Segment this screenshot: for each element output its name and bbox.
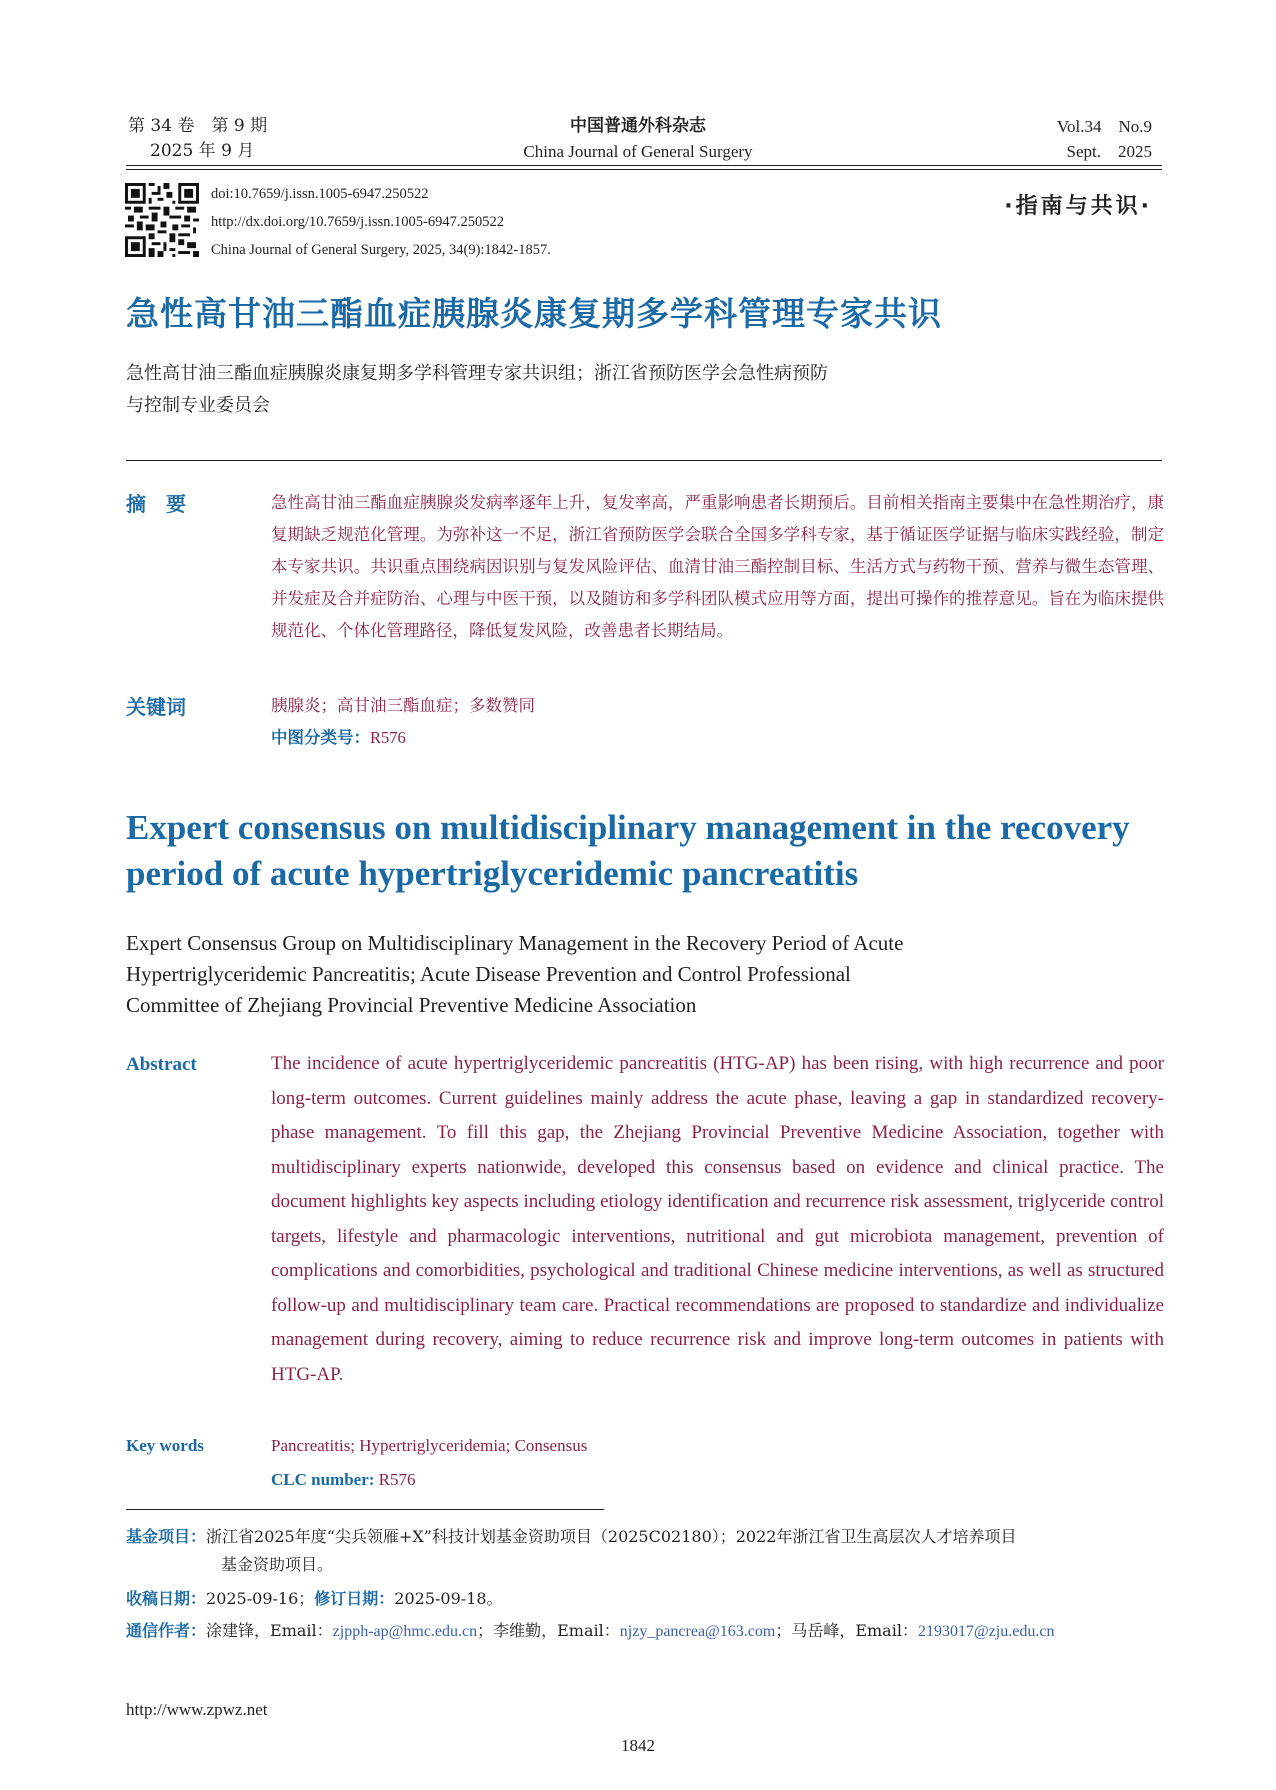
- abstract-cn-label: 摘 要: [126, 492, 186, 516]
- authors-en: [126, 928, 1166, 1021]
- fund-line1: 浙江省2025年度“尖兵领雁+X”科技计划基金资助项目（2025C02180）；2022年浙江省卫生高层次人才培养项目: [206, 1527, 1017, 1546]
- corr-label: 通信作者：: [126, 1621, 207, 1640]
- authors-en-line1: Expert Consensus Group on Multidisciplinary Management in the Recovery Period of Acute: [126, 931, 904, 955]
- date-cn: 2025 年 9 月: [150, 141, 255, 161]
- doi: doi:10.7659/j.issn.1005-6947.250522: [211, 186, 429, 202]
- corr-name3: ；马岳峰，Email：: [775, 1621, 918, 1640]
- keywords-en-label: Key words: [126, 1436, 204, 1455]
- date-en: Sept. 2025: [1066, 142, 1152, 161]
- fund-label: 基金项目：: [126, 1527, 207, 1546]
- section-rule: [126, 460, 1162, 461]
- qr-code-icon: [125, 183, 199, 257]
- header-rule-bottom: [126, 169, 1162, 170]
- keywords-cn: 胰腺炎；高甘油三酯血症；多数赞同: [271, 696, 535, 715]
- header-journal: [438, 114, 838, 164]
- revised-label: 修订日期：: [314, 1589, 395, 1608]
- citation-block: [211, 180, 551, 264]
- received-label: 收稿日期：: [126, 1589, 207, 1608]
- dates-note: [126, 1585, 503, 1613]
- vol-issue-cn: 第 34 卷 第 9 期: [128, 116, 268, 136]
- clc-en: [271, 1470, 416, 1490]
- abstract-cn-text: 急性高甘油三酯血症胰腺炎发病率逐年上升，复发率高，严重影响患者长期预后。目前相关指南主要集中在急性期治疗，康复期缺乏规范化管理。为弥补这一不足，浙江省预防医学会联合全国多学科专家，基于循证医学证据与临床实践经验，制定本专家共识。共识重点围绕病因识别与复发风险评估、血清甘油三酯控制目标、生活方式与药物干预、营养与微生态管理、并发症及合并症防治、心理与中医干预，以及随访和多学科团队模式应用等方面，提出可操作的推荐意见。旨在为临床提供规范化、个体化管理路径，降低复发风险，改善患者长期结局。: [271, 493, 1164, 640]
- corr-name2: ；李维勤，Email：: [477, 1621, 620, 1640]
- header-volume-en: [1057, 114, 1152, 164]
- abstract-en-text: The incidence of acute hypertriglyceridemic pancreatitis (HTG-AP) has been rising, with high recurrence and poor long-term outcomes. Current guidelines mainly address the acute phase, leaving a gap in standardized recovery-phase management. To fill this gap, the Zhejiang Provincial Preventive Medicine Association, together with multidisciplinary experts nationwide, developed this consensus based on evidence and clinical practice. The document highlights key aspects including etiology identification and recurrence risk assessment, triglyceride control targets, lifestyle and pharmacologic interventions, nutritional and gut microbiota management, prevention of complications and comorbidities, psychological and traditional Chinese medicine interventions, as well as structured follow-up and multidisciplinary team care. Practical recommendations are proposed to standardize and individualize management during recovery, aiming to reduce recurrence risk and improve long-term outcomes in patients with HTG-AP.: [271, 1053, 1164, 1385]
- fund-line2: 基金资助项目。: [221, 1555, 334, 1574]
- title-en: [126, 805, 1226, 897]
- authors-cn-line2: 与控制专业委员会: [126, 395, 270, 416]
- corr-name1: 涂建锋，Email：: [206, 1621, 333, 1640]
- authors-cn-line1: 急性高甘油三酯血症胰腺炎康复期多学科管理专家共识组；浙江省预防医学会急性病预防: [126, 363, 828, 384]
- clc-cn-value: R576: [370, 728, 406, 747]
- corr-email3[interactable]: 2193017@zju.edu.cn: [917, 1623, 1055, 1640]
- authors-en-line3: Committee of Zhejiang Provincial Preventive Medicine Association: [126, 993, 697, 1017]
- corr-email2[interactable]: njzy_pancrea@163.com: [619, 1623, 776, 1640]
- section-tag: ·指南与共识·: [1004, 194, 1152, 219]
- abstract-en-label: Abstract: [126, 1054, 197, 1075]
- vol-issue-en: Vol.34 No.9: [1056, 117, 1152, 136]
- fund-note: [126, 1523, 1166, 1551]
- corr-email1[interactable]: zjpph-ap@hmc.edu.cn: [332, 1623, 478, 1640]
- doi-url[interactable]: http://dx.doi.org/10.7659/j.issn.1005-6947.250522: [211, 214, 504, 230]
- clc-en-value: R576: [378, 1470, 416, 1489]
- journal-name-cn: 中国普通外科杂志: [570, 116, 706, 136]
- footnote-rule: [126, 1509, 604, 1510]
- title-en-line1: Expert consensus on multidisciplinary management in the recovery: [126, 808, 1130, 847]
- received-date: 2025-09-16；: [206, 1589, 315, 1608]
- header-volume-cn: [128, 114, 267, 164]
- authors-cn: [126, 358, 1166, 422]
- page-number: 1842: [621, 1736, 655, 1755]
- corresponding-note: [126, 1617, 1054, 1646]
- keywords-cn-label: 关键词: [126, 695, 186, 719]
- keywords-en: Pancreatitis; Hypertriglyceridemia; Consensus: [271, 1436, 588, 1455]
- header-rule-top: [126, 165, 1162, 166]
- authors-en-line2: Hypertriglyceridemic Pancreatitis; Acute Disease Prevention and Control Professional: [126, 962, 851, 986]
- revised-date: 2025-09-18。: [394, 1589, 503, 1608]
- footer-url[interactable]: http://www.zpwz.net: [126, 1700, 268, 1719]
- clc-cn-label: 中图分类号：: [271, 728, 370, 747]
- journal-name-en: China Journal of General Surgery: [523, 142, 753, 161]
- citation-ref: China Journal of General Surgery, 2025, 34(9):1842-1857.: [211, 242, 551, 258]
- title-en-line2: period of acute hypertriglyceridemic pancreatitis: [126, 854, 859, 893]
- clc-cn: [271, 724, 406, 748]
- title-cn: 急性高甘油三酯血症胰腺炎康复期多学科管理专家共识: [126, 294, 942, 333]
- clc-en-label: CLC number:: [271, 1470, 375, 1489]
